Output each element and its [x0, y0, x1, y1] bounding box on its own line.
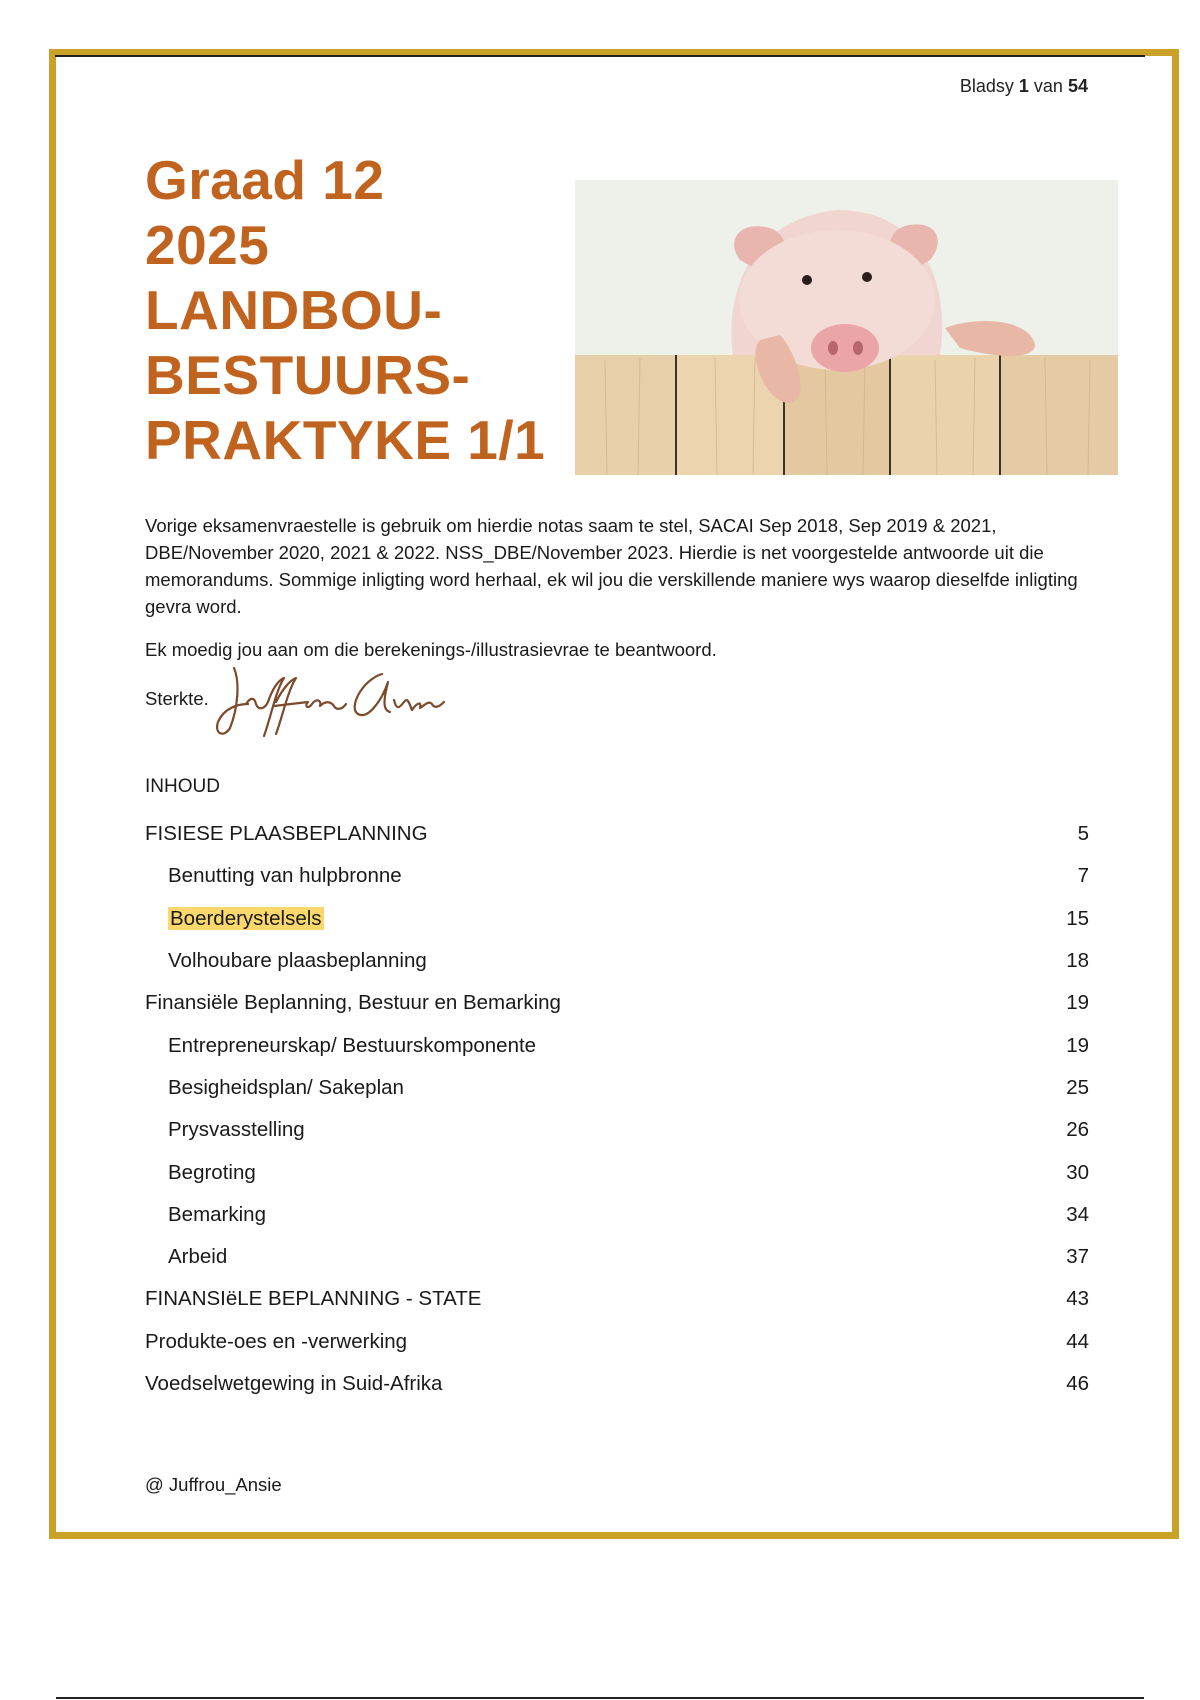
title-line-grade: Graad 12: [145, 149, 385, 211]
toc-entry-label: Arbeid: [168, 1245, 228, 1269]
toc-entry-page: 37: [1066, 1245, 1089, 1269]
toc-entry-page: 43: [1066, 1287, 1089, 1311]
toc-entry[interactable]: [145, 1151, 1089, 1193]
title-line-subject-3: PRAKTYKE 1/1: [145, 409, 546, 471]
toc-entry-label: FISIESE PLAASBEPLANNING: [145, 822, 428, 846]
toc-entry-page: 46: [1066, 1372, 1089, 1395]
toc-entry[interactable]: [145, 1363, 1089, 1405]
toc-entry[interactable]: [145, 982, 1089, 1024]
toc-entry-label: Besigheidsplan/ Sakeplan: [168, 1075, 404, 1099]
toc-entry-page: 5: [1077, 822, 1089, 846]
toc-entry-page: 25: [1066, 1075, 1089, 1099]
toc-entry[interactable]: [145, 1236, 1089, 1278]
toc-entry-label: Bemarking: [168, 1202, 266, 1226]
intro-paragraph: Vorige eksamenvraestelle is gebruik om hierdie notas saam te stel, SACAI Sep 2018, Sep 2019 & 2021, DBE/November 2020, 2021 & 2022. NSS_DBE/November 2023. Hierdie is net voorgestelde antwoorde uit die memorandums. Sommige inligting word herhaal, ek wil jou die verskillende maniere wys waarop dieselfde inligting gevra word.: [145, 515, 1078, 617]
toc-entry-page: 44: [1066, 1329, 1089, 1353]
toc-entry-label: Entrepreneurskap/ Bestuurskomponente: [168, 1033, 537, 1057]
toc-entry-label: Voedselwetgewing in Suid-Afrika: [145, 1372, 443, 1395]
header-rule: [55, 55, 1145, 57]
toc-entry-page: 15: [1066, 906, 1089, 930]
toc-entry-label: Begroting: [168, 1160, 256, 1184]
toc-entry[interactable]: [145, 1024, 1089, 1066]
toc-entry[interactable]: [145, 1321, 1089, 1363]
toc-entry[interactable]: [145, 1109, 1089, 1151]
toc-heading: INHOUD: [145, 776, 220, 797]
page-bottom-rule: [56, 1697, 1144, 1699]
toc-entry-page: 19: [1066, 991, 1089, 1015]
toc-entry[interactable]: [145, 855, 1089, 897]
toc-entry[interactable]: [145, 1278, 1089, 1320]
closing-text: Sterkte.: [145, 688, 209, 709]
encouragement-text: Ek moedig jou aan om die berekenings-/illustrasievrae te beantwoord.: [145, 639, 717, 660]
signature-juffrou-ansie: [212, 660, 452, 740]
toc-entry-label: Finansiële Beplanning, Bestuur en Bemarking: [145, 991, 561, 1015]
toc-entry[interactable]: [145, 940, 1089, 982]
toc-entry-page: 18: [1066, 949, 1089, 973]
toc-entry-page: 19: [1066, 1033, 1089, 1057]
table-of-contents: [145, 813, 1089, 1405]
document-title: [145, 148, 545, 473]
fence-planks: [575, 355, 1118, 475]
toc-entry-label: Prysvasstelling: [168, 1118, 305, 1142]
page-number: Bladsy 1 van 54: [959, 76, 1088, 96]
toc-entry-page: 30: [1066, 1160, 1089, 1184]
author-handle: @ Juffrou_Ansie: [145, 1474, 282, 1495]
toc-entry-label: Volhoubare plaasbeplanning: [168, 949, 427, 973]
toc-entry-page: 26: [1066, 1118, 1089, 1142]
toc-entry[interactable]: [145, 1194, 1089, 1236]
toc-entry-label: Benutting van hulpbronne: [168, 864, 402, 888]
title-line-subject-2: BESTUURS-: [145, 344, 471, 406]
toc-entry[interactable]: [145, 813, 1089, 855]
title-line-year: 2025: [145, 214, 270, 276]
toc-entry-label: Boerderystelsels: [170, 906, 322, 930]
toc-entry-page: 34: [1066, 1202, 1089, 1226]
pig-photo: [575, 180, 1118, 475]
title-line-subject-1: LANDBOU-: [145, 279, 443, 341]
toc-entry-page: 7: [1077, 864, 1089, 888]
toc-entry[interactable]: [145, 1067, 1089, 1109]
toc-entry-label: Produkte-oes en -verwerking: [145, 1329, 408, 1353]
toc-entry-label: FINANSIëLE BEPLANNING - STATE: [145, 1287, 482, 1311]
toc-entry-highlighted[interactable]: [145, 898, 1089, 940]
